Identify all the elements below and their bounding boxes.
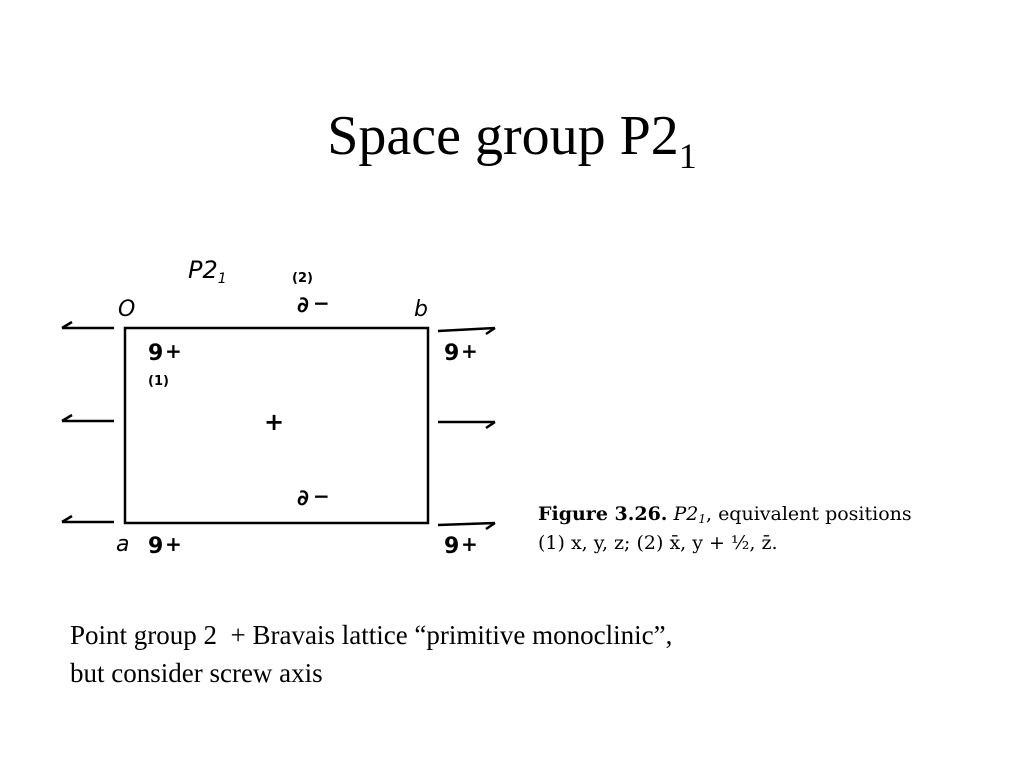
screw-axis-left-middle	[62, 415, 114, 421]
center-mark: +	[264, 408, 285, 436]
comma-symbol: 9	[148, 341, 164, 366]
corner-a-label: a	[116, 532, 130, 557]
caption-figure-label: Figure 3.26.	[538, 503, 668, 525]
plus-sign: +	[165, 339, 182, 363]
comma-symbol: 9	[444, 534, 460, 559]
plus-sign: +	[461, 339, 478, 363]
corner-origin-label: O	[118, 297, 136, 322]
caption-line-1	[538, 500, 1008, 529]
screw-axis-right-top	[438, 328, 495, 334]
diagram-svg	[50, 250, 520, 570]
body-line-2: but consider screw axis	[70, 658, 323, 688]
minus-sign: −	[313, 291, 330, 315]
screw-axis-left-bottom	[62, 516, 114, 522]
plus-sign: +	[461, 532, 478, 556]
slide-title-subscript: 1	[678, 136, 697, 176]
position-label-2: (2)	[292, 271, 313, 286]
slide-title-main: Space group P2	[327, 105, 679, 167]
slide-title	[0, 100, 1024, 176]
caption-line-2: (1) x, y, z; (2) x̄, y + ½, z̄.	[538, 532, 778, 554]
caption-line-1-rest: , equivalent positions	[705, 503, 912, 525]
screw-axis-right-bottom	[438, 523, 495, 529]
caption-symbol: $P2_1$	[673, 503, 706, 526]
space-group-diagram	[50, 250, 520, 570]
minus-sign: −	[313, 484, 330, 508]
inverse-comma-symbol: ∂	[297, 293, 309, 318]
inverse-comma-symbol: ∂	[297, 486, 309, 511]
position-label-1: (1)	[148, 374, 169, 389]
plus-sign: +	[165, 532, 182, 556]
comma-symbol: 9	[444, 341, 460, 366]
screw-axis-right-middle	[438, 422, 495, 428]
body-line-1: Point group 2 + Bravais lattice “primitive monoclinic”,	[70, 620, 673, 650]
body-text	[70, 616, 970, 692]
screw-axis-left-top	[62, 322, 114, 328]
figure-caption	[538, 500, 1008, 558]
corner-b-label: b	[414, 297, 428, 322]
diagram-group-label: $P2_1$	[188, 256, 227, 287]
comma-symbol: 9	[148, 534, 164, 559]
